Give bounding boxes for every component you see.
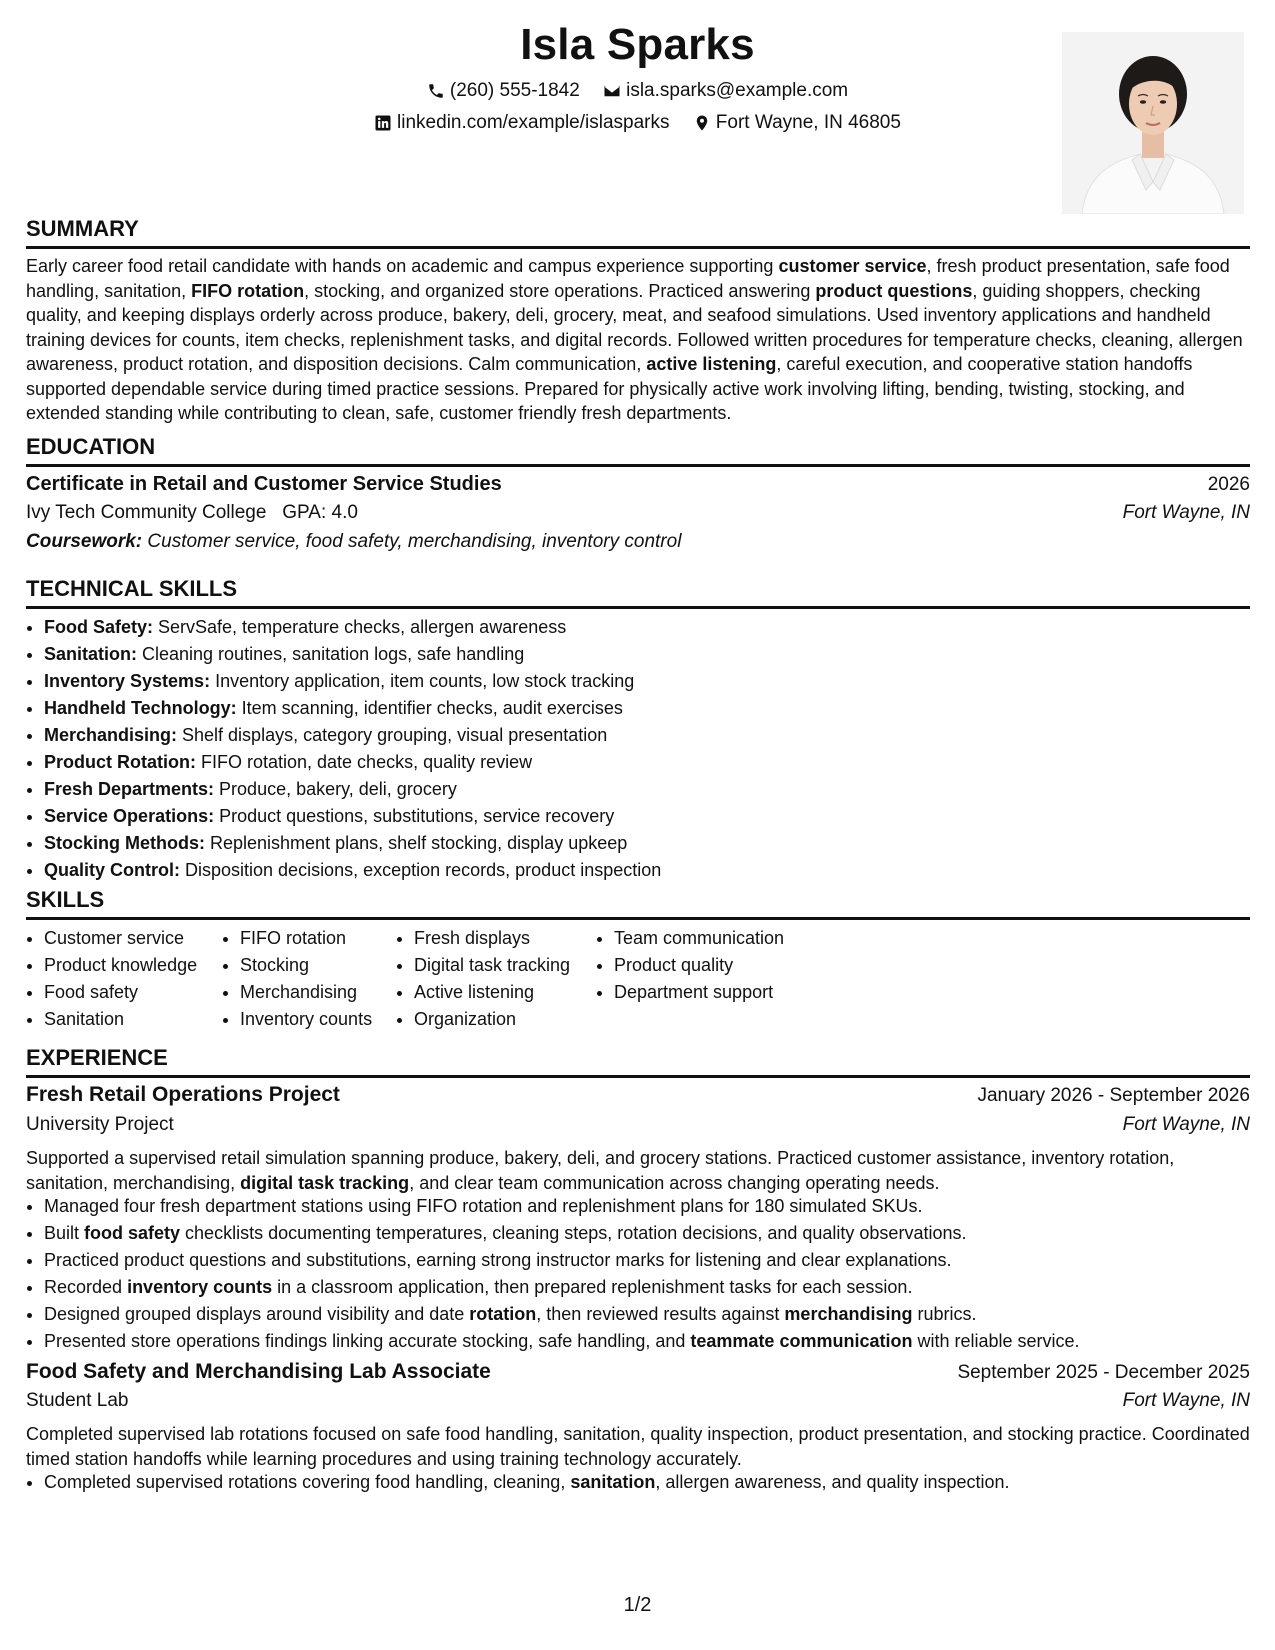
job-1-bullets bbox=[26, 1193, 1080, 1355]
text-run: Completed supervised lab rotations focused on safe food handling, sanitation, quality inspection, product presentation, and stocking practice. Coordinated timed station handoffs while learning procedures and using training technology accurately. bbox=[26, 1424, 1250, 1469]
technical-skills-heading: TECHNICAL SKILLS bbox=[26, 576, 238, 601]
experience-bullet bbox=[44, 1469, 1010, 1496]
technical-skill-item bbox=[44, 614, 661, 641]
highlighted-phrase: sanitation bbox=[570, 1472, 656, 1492]
job-1-subheader bbox=[26, 1114, 1250, 1136]
skills-heading: SKILLS bbox=[26, 887, 105, 912]
technical-skill-text: Item scanning, identifier checks, audit exercises bbox=[236, 698, 623, 718]
experience-heading: EXPERIENCE bbox=[26, 1045, 168, 1070]
text-run: , then reviewed results against bbox=[536, 1304, 785, 1324]
text-run: Completed supervised rotations covering food handling, cleaning, bbox=[44, 1472, 571, 1492]
summary-divider bbox=[26, 246, 1250, 249]
text-run: Recorded bbox=[44, 1277, 128, 1297]
skills-column-2 bbox=[222, 925, 372, 1033]
technical-skill-item bbox=[44, 722, 661, 749]
technical-skill-item bbox=[44, 857, 661, 884]
text-run: Managed four fresh department stations using FIFO rotation and replenishment plans for 180 simulated SKUs. bbox=[44, 1196, 923, 1216]
technical-skill-item bbox=[44, 695, 661, 722]
education-heading: EDUCATION bbox=[26, 434, 156, 459]
job-2-role: Food Safety and Merchandising Lab Associate bbox=[26, 1360, 491, 1383]
skill-item: • Product knowledge bbox=[44, 952, 197, 979]
email-text: isla.sparks@example.com bbox=[626, 80, 849, 101]
text-run: , fresh product presentation, safe food handling, sanitation, bbox=[26, 256, 1230, 301]
phone-text: (260) 555-1842 bbox=[449, 80, 580, 101]
skills-divider bbox=[26, 917, 1250, 920]
job-1-dates: January 2026 - September 2026 bbox=[977, 1085, 1250, 1106]
technical-skill-text: Inventory application, item counts, low stock tracking bbox=[210, 671, 635, 691]
text-run: in a classroom application, then prepared replenishment tasks for each session. bbox=[272, 1277, 913, 1297]
technical-skill-item bbox=[44, 776, 661, 803]
text-run: , guiding shoppers, checking quality, and keeping displays orderly across produce, bakery, deli, grocery, meat, and seafood simulations. Used inventory applications and handheld training devices for counts, item checks, replenishment tasks, and digital records. Followed written procedures for temperature checks, cleaning, allergen awareness, product rotation, and disposition decisions. Calm communication, bbox=[26, 280, 1243, 374]
highlighted-phrase: product questions bbox=[815, 280, 973, 301]
text-run: , allergen awareness, and quality inspection. bbox=[655, 1472, 1010, 1492]
technical-skill-label: Food Safety: bbox=[44, 617, 154, 637]
skills-column-4 bbox=[596, 925, 784, 1006]
email-contact[interactable] bbox=[603, 80, 848, 102]
job-2-header bbox=[26, 1360, 1250, 1384]
technical-skill-item bbox=[44, 803, 661, 830]
skill-item: • FIFO rotation bbox=[240, 925, 372, 952]
highlighted-phrase: teammate communication bbox=[690, 1331, 913, 1351]
job-2-location: Fort Wayne, IN bbox=[1122, 1390, 1250, 1411]
job-1-location: Fort Wayne, IN bbox=[1122, 1114, 1250, 1135]
highlighted-phrase: rotation bbox=[469, 1304, 537, 1324]
skill-item: • Active listening bbox=[414, 979, 570, 1006]
linkedin-icon bbox=[374, 114, 392, 132]
technical-skill-label: Fresh Departments: bbox=[44, 779, 215, 799]
text-run: with reliable service. bbox=[912, 1331, 1080, 1351]
job-2-dates: September 2025 - December 2025 bbox=[957, 1362, 1250, 1383]
envelope-icon bbox=[603, 82, 621, 100]
job-1-header bbox=[26, 1083, 1250, 1107]
experience-bullet bbox=[44, 1247, 1080, 1274]
job-1-description bbox=[26, 1146, 1250, 1195]
text-run: Practiced product questions and substitutions, earning strong instructor marks for listening and clear explanations. bbox=[44, 1250, 952, 1270]
phone-icon bbox=[427, 82, 445, 100]
education-line-2 bbox=[26, 502, 1250, 524]
technical-skill-label: Sanitation: bbox=[44, 644, 137, 664]
highlighted-phrase: active listening bbox=[646, 354, 777, 374]
highlighted-phrase: merchandising bbox=[784, 1304, 913, 1324]
technical-skills-list bbox=[26, 614, 661, 884]
technical-skill-item bbox=[44, 641, 661, 668]
skill-item: • Digital task tracking bbox=[414, 952, 570, 979]
job-2-subheader bbox=[26, 1390, 1250, 1412]
skill-item: • Fresh displays bbox=[414, 925, 570, 952]
technical-skill-text: Cleaning routines, sanitation logs, safe handling bbox=[137, 644, 525, 664]
technical-skill-text: Replenishment plans, shelf stocking, display upkeep bbox=[205, 833, 628, 853]
summary-text bbox=[26, 254, 1250, 426]
linkedin-text: linkedin.com/example/islasparks bbox=[397, 112, 670, 133]
text-run: checklists documenting temperatures, cleaning steps, rotation decisions, and quality observations. bbox=[180, 1223, 967, 1243]
coursework-label: Coursework: bbox=[26, 531, 143, 552]
school-and-gpa bbox=[26, 502, 358, 524]
page-number: 1/2 bbox=[623, 1594, 652, 1616]
experience-bullet bbox=[44, 1193, 1080, 1220]
experience-bullet bbox=[44, 1274, 1080, 1301]
coursework-text: Customer service, food safety, merchandising, inventory control bbox=[147, 531, 682, 552]
technical-skill-text: Product questions, substitutions, service recovery bbox=[214, 806, 615, 826]
coursework bbox=[26, 531, 681, 553]
education-divider bbox=[26, 464, 1250, 467]
skill-item: • Organization bbox=[414, 1006, 570, 1033]
skill-item: • Merchandising bbox=[240, 979, 372, 1006]
experience-bullet bbox=[44, 1301, 1080, 1328]
skill-item: • Sanitation bbox=[44, 1006, 197, 1033]
coursework-line bbox=[26, 531, 1250, 553]
technical-skill-text: FIFO rotation, date checks, quality review bbox=[195, 752, 533, 772]
job-1-role: Fresh Retail Operations Project bbox=[26, 1083, 340, 1106]
technical-skill-item bbox=[44, 668, 661, 695]
highlighted-phrase: food safety bbox=[84, 1223, 181, 1243]
linkedin-contact[interactable] bbox=[374, 112, 669, 134]
technical-skill-label: Product Rotation: bbox=[44, 752, 196, 772]
location-text: Fort Wayne, IN 46805 bbox=[715, 112, 901, 133]
job-2-org: Student Lab bbox=[26, 1390, 129, 1411]
technical-skill-label: Service Operations: bbox=[44, 806, 215, 826]
text-run: , and clear team communication across changing operating needs. bbox=[409, 1172, 940, 1193]
summary-heading: SUMMARY bbox=[26, 216, 139, 241]
highlighted-phrase: customer service bbox=[778, 256, 927, 276]
skill-item: • Stocking bbox=[240, 952, 372, 979]
degree-title: Certificate in Retail and Customer Service Studies bbox=[26, 473, 502, 495]
experience-divider bbox=[26, 1075, 1250, 1078]
technical-skill-label: Stocking Methods: bbox=[44, 833, 205, 853]
highlighted-phrase: digital task tracking bbox=[240, 1172, 410, 1193]
technical-skill-label: Inventory Systems: bbox=[44, 671, 211, 691]
technical-skill-text: ServSafe, temperature checks, allergen awareness bbox=[153, 617, 567, 637]
text-run: Early career food retail candidate with hands on academic and campus experience supporting bbox=[26, 256, 779, 276]
skill-item: • Inventory counts bbox=[240, 1006, 372, 1033]
text-run: Presented store operations findings linking accurate stocking, safe handling, and bbox=[44, 1331, 691, 1351]
technical-skill-text: Disposition decisions, exception records, product inspection bbox=[180, 860, 662, 880]
text-run: , stocking, and organized store operations. Practiced answering bbox=[304, 280, 816, 301]
skill-item: • Product quality bbox=[614, 952, 784, 979]
technical-skill-text: Shelf displays, category grouping, visual presentation bbox=[177, 725, 608, 745]
candidate-name: Isla Sparks bbox=[520, 20, 755, 69]
text-run: rubrics. bbox=[912, 1304, 977, 1324]
technical-skill-text: Produce, bakery, deli, grocery bbox=[214, 779, 457, 799]
skill-item: • Customer service bbox=[44, 925, 197, 952]
map-pin-icon bbox=[693, 114, 711, 132]
education-line-1 bbox=[26, 473, 1250, 496]
phone-contact bbox=[427, 80, 580, 102]
technical-skill-item bbox=[44, 830, 661, 857]
skill-item: • Team communication bbox=[614, 925, 784, 952]
experience-bullet bbox=[44, 1328, 1080, 1355]
location-contact bbox=[693, 112, 901, 134]
gpa: GPA: 4.0 bbox=[282, 502, 358, 523]
text-run: , careful execution, and cooperative station handoffs supported dependable service during timed practice sessions. Prepared for physically active work involving lifting, bending, twisting, stocking, and extended standing while contributing to clean, safe, customer friendly fresh departments. bbox=[26, 354, 1193, 423]
skill-item: • Food safety bbox=[44, 979, 197, 1006]
skills-column-3 bbox=[396, 925, 570, 1033]
experience-bullet bbox=[44, 1220, 1080, 1247]
job-1-org: University Project bbox=[26, 1114, 174, 1135]
technical-skills-divider bbox=[26, 606, 1250, 609]
skills-column-1 bbox=[26, 925, 197, 1033]
technical-skill-label: Quality Control: bbox=[44, 860, 180, 880]
text-run: Supported a supervised retail simulation spanning produce, bakery, deli, and grocery stations. Practiced customer assistance, inventory rotation, sanitation, merchandising, bbox=[26, 1148, 1175, 1193]
technical-skill-label: Merchandising: bbox=[44, 725, 178, 745]
technical-skill-label: Handheld Technology: bbox=[44, 698, 237, 718]
profile-photo bbox=[1062, 32, 1244, 214]
job-2-bullets bbox=[26, 1469, 1010, 1496]
text-run: Built bbox=[44, 1223, 85, 1243]
skill-item: • Department support bbox=[614, 979, 784, 1006]
highlighted-phrase: FIFO rotation bbox=[191, 280, 305, 301]
education-location: Fort Wayne, IN bbox=[1122, 502, 1250, 523]
technical-skill-item bbox=[44, 749, 661, 776]
education-year: 2026 bbox=[1207, 474, 1250, 495]
school-name: Ivy Tech Community College bbox=[26, 502, 267, 523]
text-run: Designed grouped displays around visibility and date bbox=[44, 1304, 470, 1324]
highlighted-phrase: inventory counts bbox=[127, 1277, 273, 1297]
job-2-description bbox=[26, 1422, 1250, 1471]
